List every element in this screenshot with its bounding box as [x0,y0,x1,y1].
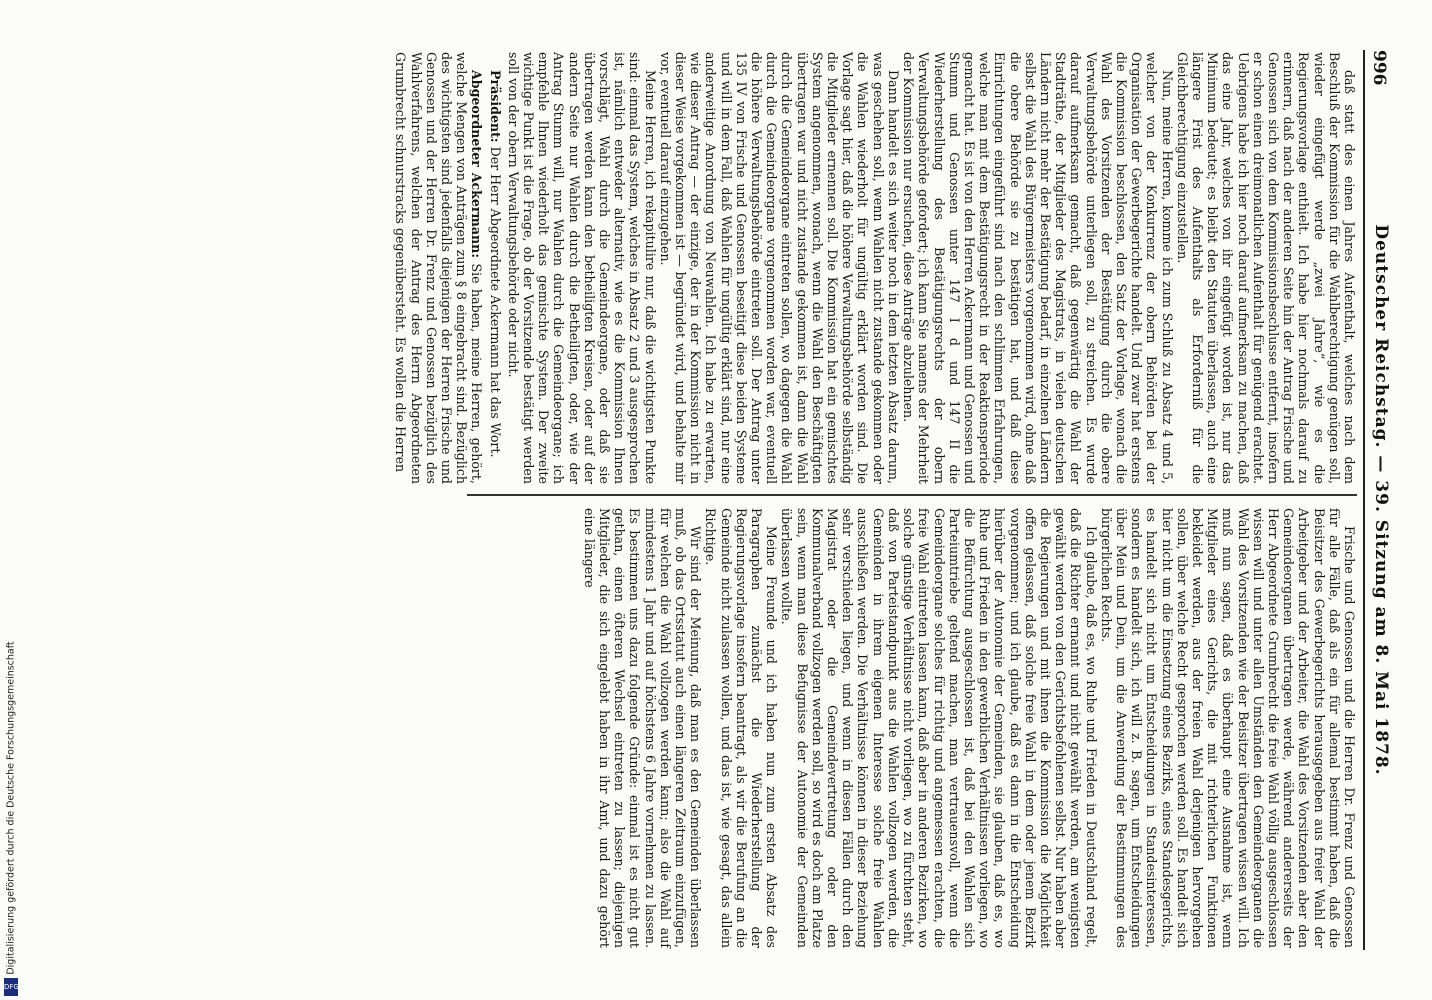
column-divider [467,494,1357,496]
speaker-paragraph [487,52,502,484]
page-header [1363,50,1393,950]
paragraph: Meine Herren, ich rekapitulire nur, daß die wichtigsten Punkte sind: einmal das System, welches in Absatz 2 und 3 ausgesprochen ist, nämlich entweder alternativ, wie es die Kommission Ihnen vorschlägt, Wahl durch die Gemeindeorgane, oder daß sie übertragen werden kann den betheiligten Kreisen, oder auf der andern Seite nur Wahlen durch die Betheiligten, oder, wie der Antrag Stumm will, nur Wahlen durch die Gemeindeorgane; ich empfehle Ihnen wiederholt das gemischte System. Der zweite wichtige Punkt ist die Frage, ob der Vorsitzende bestätigt werden soll von der obern Verwaltungsbehörde oder nicht. [505,52,658,484]
paragraph: Dann handelt es sich weiter noch in dem letzten Absatz darum, was geschehen soll, wenn Wahlen nicht zustande gekommen oder die Wahlen wiederholt für ungültig erklärt worden sind. Die Vorlage sagt hier, daß die höhere Verwaltungsbehörde selbständig die Mitglieder ernennen soll. Die Kommission hat ein gemischtes System angenommen, wonach, wenn die Wahl den Beschäftigten übertragen war und nicht zustande gekommen ist, dann die Wahl durch die Gemeindeorgane eintreten sollen, wo dagegen die Wahl durch die Gemeindeorgane vorgenommen worden war, eventuell die höhere Verwaltungsbehörde eintreten soll. Der Antrag unter 135 IV von Frische und Genossen beseitigt diese beiden Systeme und will in dem Fall, daß Wahlen für ungültig erklärt sind, nur eine anderweitige Anordnung von Neuwahlen. Ich habe zu erwarten, wie dieser Antrag — der einzige, der in der Kommission nicht in dieser Weise vorgekommen ist — begründet wird, und behalte mir vor, eventuell darauf einzugehen. [657,52,901,484]
footer-credit: Digitalisierung gefördert durch die Deutsche Forschungsgemeinschaft [5,641,17,975]
rotated-newspaper-page [31,30,1401,970]
paragraph: Wir sind der Meinung, daß man es den Gemeinden überlassen muß, ob das Ortsstatut auch einen längeren Zeitraum einzufügen, für welchen die Wahl vollzogen werden kann; also die Wahl auf mindestens 1 Jahr und auf höchstens 6 Jahre vornehmen zu lassen. Es bestimmen uns dazu folgende Gründe: einmal ist es nicht gut gethan, einen öfteren Wechsel eintreten zu lassen; diejenigen Mitglieder, die sich eingelebt haben in ihr Amt, und dazu gehört eine längere [581,508,704,948]
paragraph: Ich glaube, daß es, wo Ruhe und Frieden in Deutschland regelt, daß die Richter ernannt und nicht gewählt werden, am wenigsten gewählt werden von den Gerichtsbefohlenen selbst. Nur haben aber die Regierungen und mit ihnen die Kommission die Möglichkeit offen gelassen, daß solche freie Wahl in dem oder jenem Bezirk vorgenommen; und ich glaube, daß es dann in die Entscheidung hierüber der Autonomie der Gemeinden, sie glauben, daß es, wo Ruhe und Frieden in den gewerblichen Verhältnissen vorliegen, wo die Befürchtung ausgeschlossen ist, daß bei den Wahlen sich Parteiumtriebe geltend machen, man vertrauensvoll, wenn die Gemeindeorgane solches für richtig und angemessen erachten, die freie Wahl eintreten lassen kann, daß aber in anderen Bezirken, wo solche günstige Verhältnisse nicht vorliegen, wo zu fürchten steht, daß von Parteistandpunkt aus die Wahlen vollzogen werden, die Gemeinden in ihrem eigenen Interesse solche freie Wahlen ausschließen werden. Die Verhältnisse können in dieser Beziehung sehr verschieden liegen, und wenn in diesen Fällen durch den Magistrat oder die Gemeindevertretung oder den Kommunalverband vollzogen werden soll, so wird es doch am Platze sein, wenn man diese Befugnisse der Autonomie der Gemeinden überlassen wollte. [779,508,1099,948]
speaker-label: Präsident: [487,70,503,143]
speaker-label: Abgeordneter Ackermann: [469,70,485,258]
speaker-text: Sie haben, meine Herren, gehört, welche Mengen von Anträgen zum § 8 eingebracht sind. Bezüglich des wichtigsten sind jedenfalls diejenigen der Herren Frische und Genossen und der Herren Dr. Frenz und Genossen bezüglich des Wahlverfahrens, welchen der Antrag des Herrn Abgeordneten Grumbrecht schnurstracks gegenübersteht. Es wollen die Herren [393,52,485,484]
paragraph: Nun, meine Herren, komme ich zum Schluß zu Absatz 4 und 5, welcher von der Konkurrenz der obern Behörden bei der Organisation der Gewerbegerichte handelt. Und zwar hat erstens die Kommission beschlossen, den Satz der Vorlage, wonach die Wahl des Vorsitzenden der Bestätigung durch die obere Verwaltungsbehörde unterliegen soll, zu streichen. Es wurde darauf aufmerksam gemacht, daß gegenwärtig die Wahl der Stadträthe, der Mitglieder des Magistrats, in vielen deutschen Ländern nicht mehr der Bestätigung bedarf, in einzelnen Ländern selbst die Wahl des Bürgermeisters vorgenommen wird, ohne daß die obere Behörde sie zu bestätigen hat, und daß diese Einrichtungen eingeführt sind nach den schlimmen Erfahrungen, welche man mit dem Bestätigungsrecht in der Reaktionsperiode gemacht hat. Es ist von den Herren Ackermann und Genossen und Stumm und Genossen unter 147 I d und 147 II die Wiederherstellung des Bestätigungsrechts der obern Verwaltungsbehörde gefordert; ich kann Sie namens der Mehrheit der Kommission nur ersuchen, diese Anträge abzulehnen. [901,52,1175,484]
right-column [467,508,1357,948]
page-title: Deutscher Reichstag. — 39. Sitzung am 8. Mai 1878. [1371,224,1391,776]
dfg-logo-icon: DFG [4,978,18,996]
speaker-text: Der Herr Abgeordnete Ackermann hat das Wort. [487,146,503,458]
paragraph: daß statt des einen Jahres Aufenthalt, welches nach dem Beschluß der Kommission für die Wahlberechtigung genügen soll, wieder eingefügt werde „zwei Jahre“, wie es die Regierungsvorlage enthielt. Ich habe hier nochmals darauf zu erinnern, daß nach der anderen Seite hin der Antrag Frische und Genossen sich von dem Kommissionsbeschlusse entfernt, insofern er schon einen dreimonatlichen Aufenthalt für genügend erachtet. Uebrigens habe ich hier noch darauf aufmerksam zu machen, daß das eine Jahr, welches von ihr eingefügt worden ist, nur das Minimum bedeutet; es bleibt den Statuten überlassen, auch eine längere Frist des Aufenthalts als Erforderniß für die Gleichberechtigung einzustellen. [1174,52,1357,484]
paragraph: Meine Freunde und ich haben nun zum ersten Absatz des Paragraphen zunächst die Wiederherstellung der Regierungsvorlage insofern beantragt, als wir die Berufung an die Gemeinde nicht zulassen wollen, und das ist, wie gesagt, das allein Richtige. [703,508,780,948]
left-column [393,52,1357,484]
paragraph: Frische und Genossen und die Herren Dr. Frenz und Genossen für alle Fälle, daß als ein für allemal bestimmt haben, daß die Beisitzer des Gewerbegerichts herausgegeben aus freier Wahl der Arbeitgeber und der Arbeiter, die Wahl des Vorsitzenden aber den Gemeindeorganen übertragen werde, während andererseits der Herr Abgeordnete Grumbrecht die freie Wahl völlig ausgeschlossen wissen will und unter allen Umständen den Gemeindeorganen die Wahl des Vorsitzenden wie der Beisitzer übertragen wissen will. Ich muß nun sagen, daß es überhaupt eine Ausnahme ist, wenn Mitglieder eines Gerichts, die mit richterlichen Funktionen bekleidet werden, aus der freien Wahl derjenigen hervorgehen sollen, über welche Recht gesprochen werden soll. Es handelt sich hier nicht um die Einsetzung eines Bezirks, eines Standesgerichts, es handelt sich nicht um Entscheidungen in Standesinteressen, sondern es handelt sich, ich will z. B. sagen, um Entscheidungen über Mein und Dein, um die Anwendung der Bestimmungen des bürgerlichen Rechts. [1098,508,1357,948]
digitization-footer [4,612,18,1000]
speaker-paragraph [393,52,484,484]
page-number: 996 [1369,50,1389,86]
